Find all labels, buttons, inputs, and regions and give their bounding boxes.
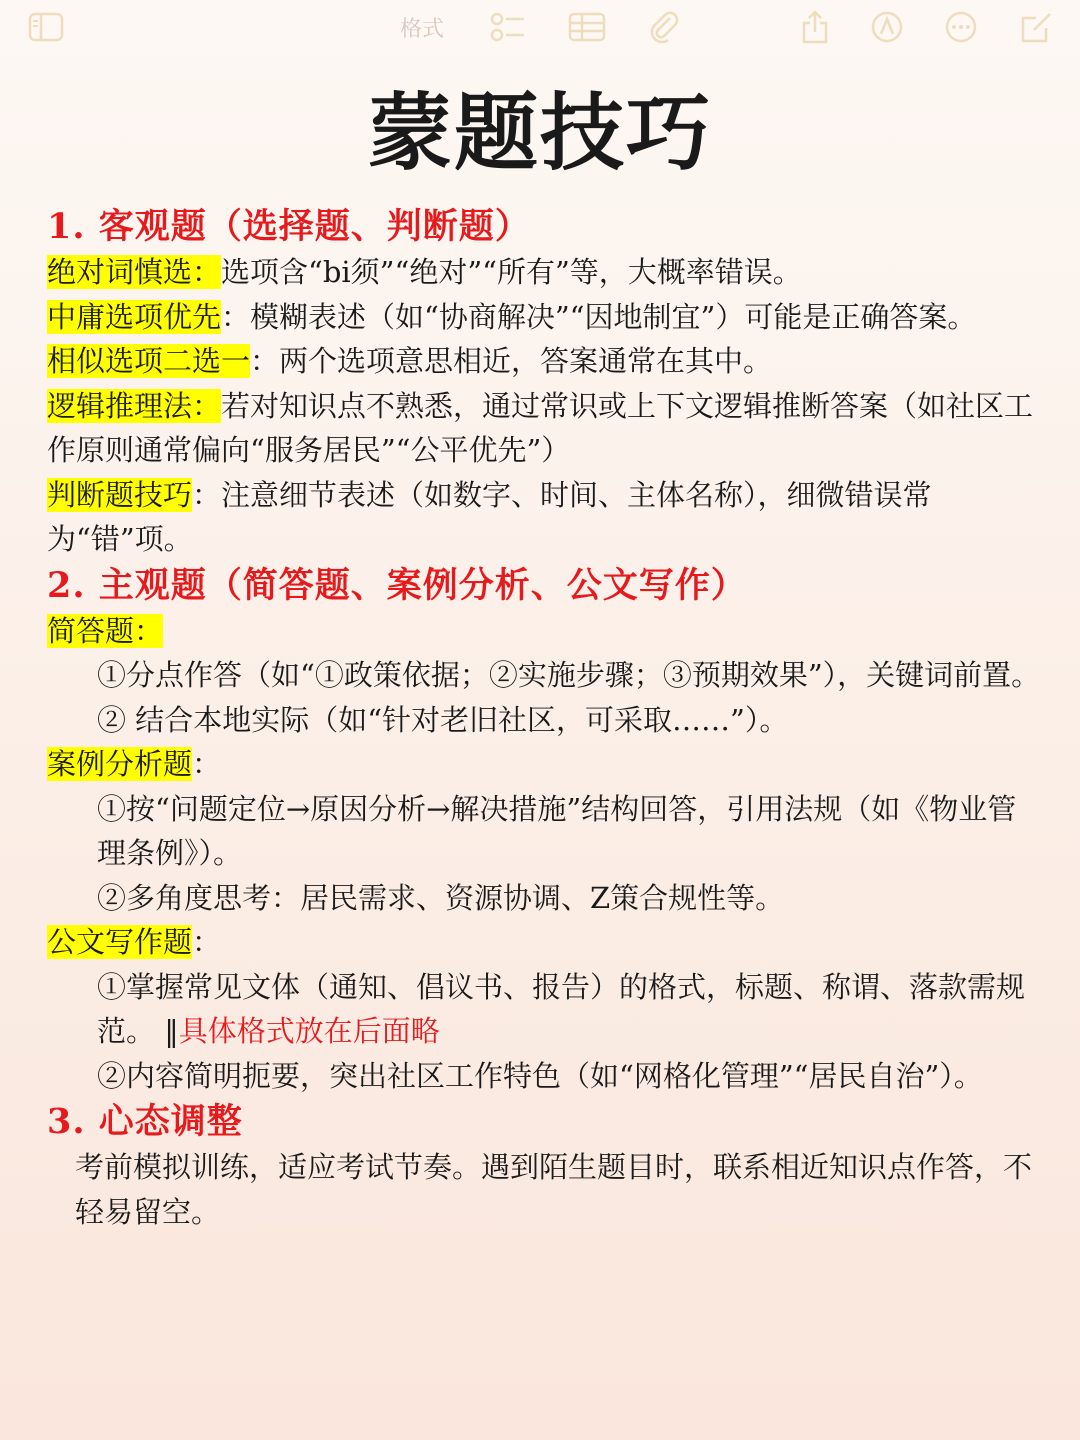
note-body[interactable] [47,203,1042,1234]
table-icon[interactable] [568,10,606,44]
share-icon[interactable] [800,10,830,44]
case-point-1: ①按“问题定位→原因分析→解决措施”结构回答，引用法规（如《物业管理条例》）。 [97,791,1017,870]
highlight-label: 判断题技巧 [47,477,193,512]
highlight-label: 中庸选项优先 [47,299,222,334]
mindset-text: 考前模拟训练，适应考试节奏。遇到陌生题目时，联系相近知识点作答，不轻易留空。 [75,1150,1033,1229]
format-button[interactable] [400,10,444,44]
markup-icon[interactable] [870,10,904,44]
writing-label-line: 公文写作题： [47,925,222,959]
tip-moderate-option: 中庸选项优先：模糊表述（如“协商解决”“因地制宜”）可能是正确答案。 [47,299,977,334]
writing-point-1: ①掌握常见文体（通知、倡议书、报告）的格式，标题、称谓、落款需规范。 ‖具体格式放在后面略 [97,969,1026,1048]
highlight-label: 相似选项二选一 [47,344,251,378]
tip-logic-reasoning: 逻辑推理法：若对知识点不熟悉，通过常识或上下文逻辑推断答案（如社区工作原则通常偏向“服务居民”“公平优先”） [47,388,1034,467]
short-answer-point-2: ② 结合本地实际（如“针对老旧社区，可采取……”）。 [97,702,789,737]
short-answer-label-line [47,609,1042,654]
omitted-note: 具体格式放在后面略 [178,1014,440,1048]
tip-absolute-words: 绝对词慎选：选项含“bi须”“绝对”“所有”等，大概率错误。 [47,255,802,289]
tip-similar-options: 相似选项二选一：两个选项意思相近，答案通常在其中。 [47,344,773,378]
section-1-heading: 1. 客观题（选择题、判断题） [47,206,531,247]
case-point-2: ②多角度思考：居民需求、资源协调、Z策合规性等。 [97,880,785,915]
format-label: 格式 [400,15,445,41]
highlight-label: 公文写作题 [47,925,193,959]
highlight-label: 绝对词慎选： [47,255,222,289]
notes-toolbar [0,0,1080,56]
highlight-label: 案例分析题 [47,747,193,781]
highlight-label: 逻辑推理法： [47,388,222,423]
compose-icon[interactable] [1020,10,1054,44]
section-3-heading: 3. 心态调整 [47,1101,243,1142]
attachment-icon[interactable] [648,10,680,44]
checklist-icon[interactable] [490,10,526,44]
sidebar-icon[interactable] [28,10,64,44]
tip-true-false: 判断题技巧：注意细节表述（如数字、时间、主体名称），细微错误常为“错”项。 [47,477,932,556]
more-icon[interactable] [944,10,978,44]
section-2-heading: 2. 主观题（简答题、案例分析、公文写作） [47,564,747,606]
writing-point-2: ②内容简明扼要，突出社区工作特色（如“网格化管理”“居民自治”）。 [97,1058,983,1093]
case-label-line: 案例分析题： [47,747,222,781]
highlight-label: 简答题： [47,613,164,648]
page-title: 蒙题技巧 [367,83,712,182]
short-answer-point-1: ①分点作答（如“①政策依据；②实施步骤；③预期效果”），关键词前置。 [97,658,1041,692]
